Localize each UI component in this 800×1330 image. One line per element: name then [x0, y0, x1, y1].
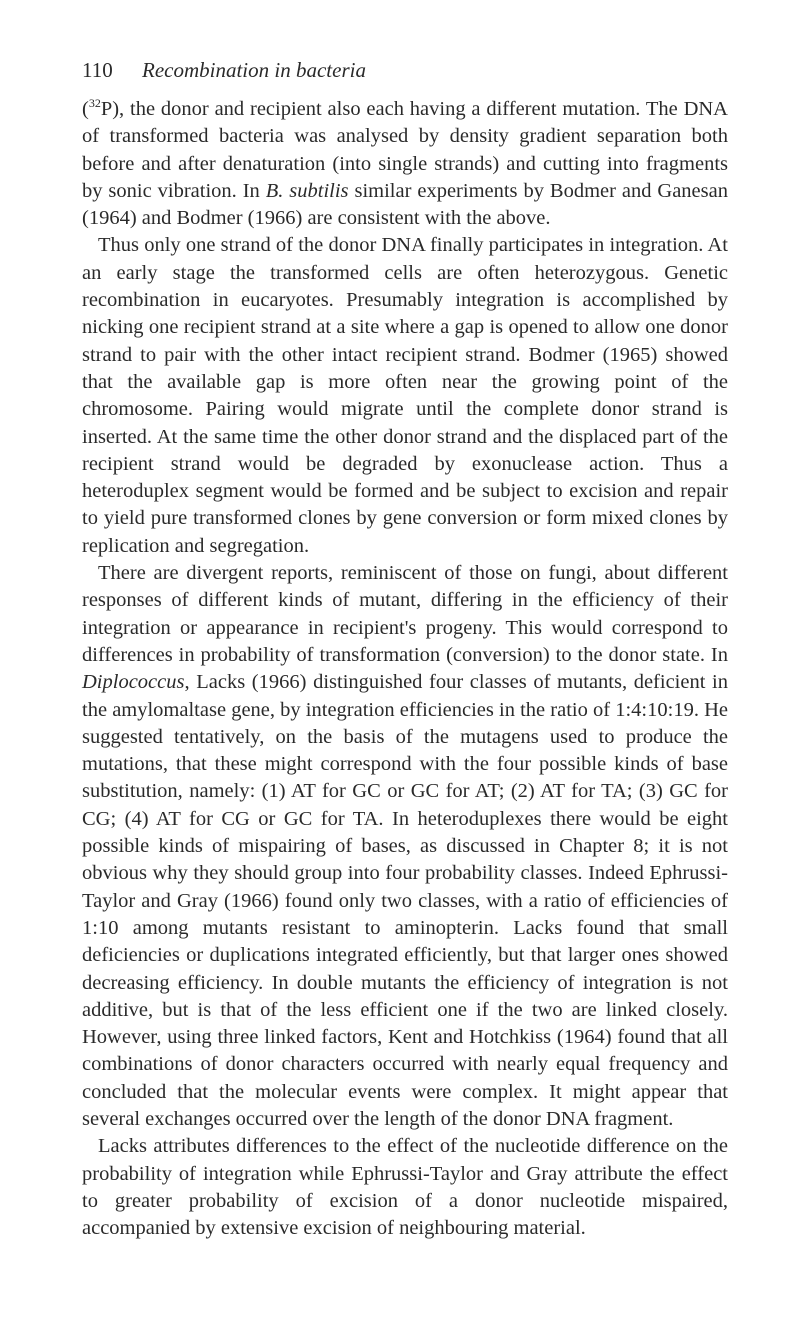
genus-name: Diplococcus	[82, 671, 185, 694]
running-head	[82, 56, 366, 84]
page-number: 110	[82, 58, 113, 82]
paragraph-3	[82, 560, 728, 1133]
species-name: B. subtilis	[265, 179, 349, 202]
paragraph-1	[82, 96, 728, 232]
paragraph-4	[82, 1133, 728, 1242]
paragraph-text-continued: similar experiments by Bodmer and Ganesan (1964) and Bodmer (1966) are consistent with the above.	[82, 179, 728, 230]
body-text	[82, 96, 728, 1242]
isotope-superscript: 32	[88, 96, 101, 110]
paragraph-text-continued: , Lacks (1966) distinguished four classes of mutants, deficient in the amylomaltase gene, by integration efficiencies in the ratio of 1:4:10:19. He suggested tentatively, on the basis of the mutagens used to produce the mutations, that these might correspond with the four possible kinds of base substitution, namely: (1) AT for GC or GC for AT; (2) AT for TA; (3) GC for CG; (4) AT for CG or GC for TA. In heteroduplexes there would be eight possible kinds of mispairing of bases, as discussed in Chapter 8; it is not obvious why they should group into four probability classes. Indeed Ephrussi-Taylor and Gray (1966) found only two classes, with a ratio of efficiencies of 1:10 among mutants resistant to aminopterin. Lacks found that small deficiencies or duplications integrated efficiently, but that larger ones showed decreasing efficiency. In double mutants the efficiency of integration is not additive, but is that of the less efficient one if the two are linked closely. However, using three linked factors, Kent and Hotchkiss (1964) found that all combinations of donor characters occurred with nearly equal frequency and concluded that the molecular events were complex. It might appear that several exchanges occurred over the length of the donor DNA fragment.	[82, 671, 728, 1130]
paragraph-text: There are divergent reports, reminiscent of those on fungi, about different responses of different kinds of mutant, differing in the efficiency of their integration or appearance in recipient's progeny. This would correspond to differences in probability of transformation (conversion) to the donor state. In	[82, 562, 728, 666]
paragraph-text: Thus only one strand of the donor DNA finally participates in integration. At an early stage the transformed cells are often heterozygous. Genetic recombination in eucaryotes. Presumably integration is accomplished by nicking one recipient strand at a site where a gap is opened to allow one donor strand to pair with the other intact recipient strand. Bodmer (1965) showed that the available gap is more often near the growing point of the chromosome. Pairing would migrate until the complete donor strand is inserted. At the same time the other donor strand and the displaced part of the recipient strand would be degraded by exonuclease action. Thus a heteroduplex segment would be formed and be subject to excision and repair to yield pure transformed clones by gene conversion or form mixed clones by replication and segregation.	[82, 234, 728, 557]
paragraph-text: Lacks attributes differences to the effect of the nucleotide difference on the probability of integration while Ephrussi-Taylor and Gray attribute the effect to greater probability of excision of a donor nucleotide mispaired, accompanied by extensive excision of neighbouring material.	[82, 1135, 728, 1240]
chapter-title: Recombination in bacteria	[142, 58, 366, 82]
opening-parenthesis: (	[82, 98, 89, 120]
paragraph-2	[82, 232, 728, 560]
paragraph-text: P), the donor and recipient also each having a different mutation. The DNA of transformed bacteria was analysed by density gradient separation both before and after denaturation (into single strands) and cutting into fragments by sonic vibration. In	[82, 98, 728, 202]
